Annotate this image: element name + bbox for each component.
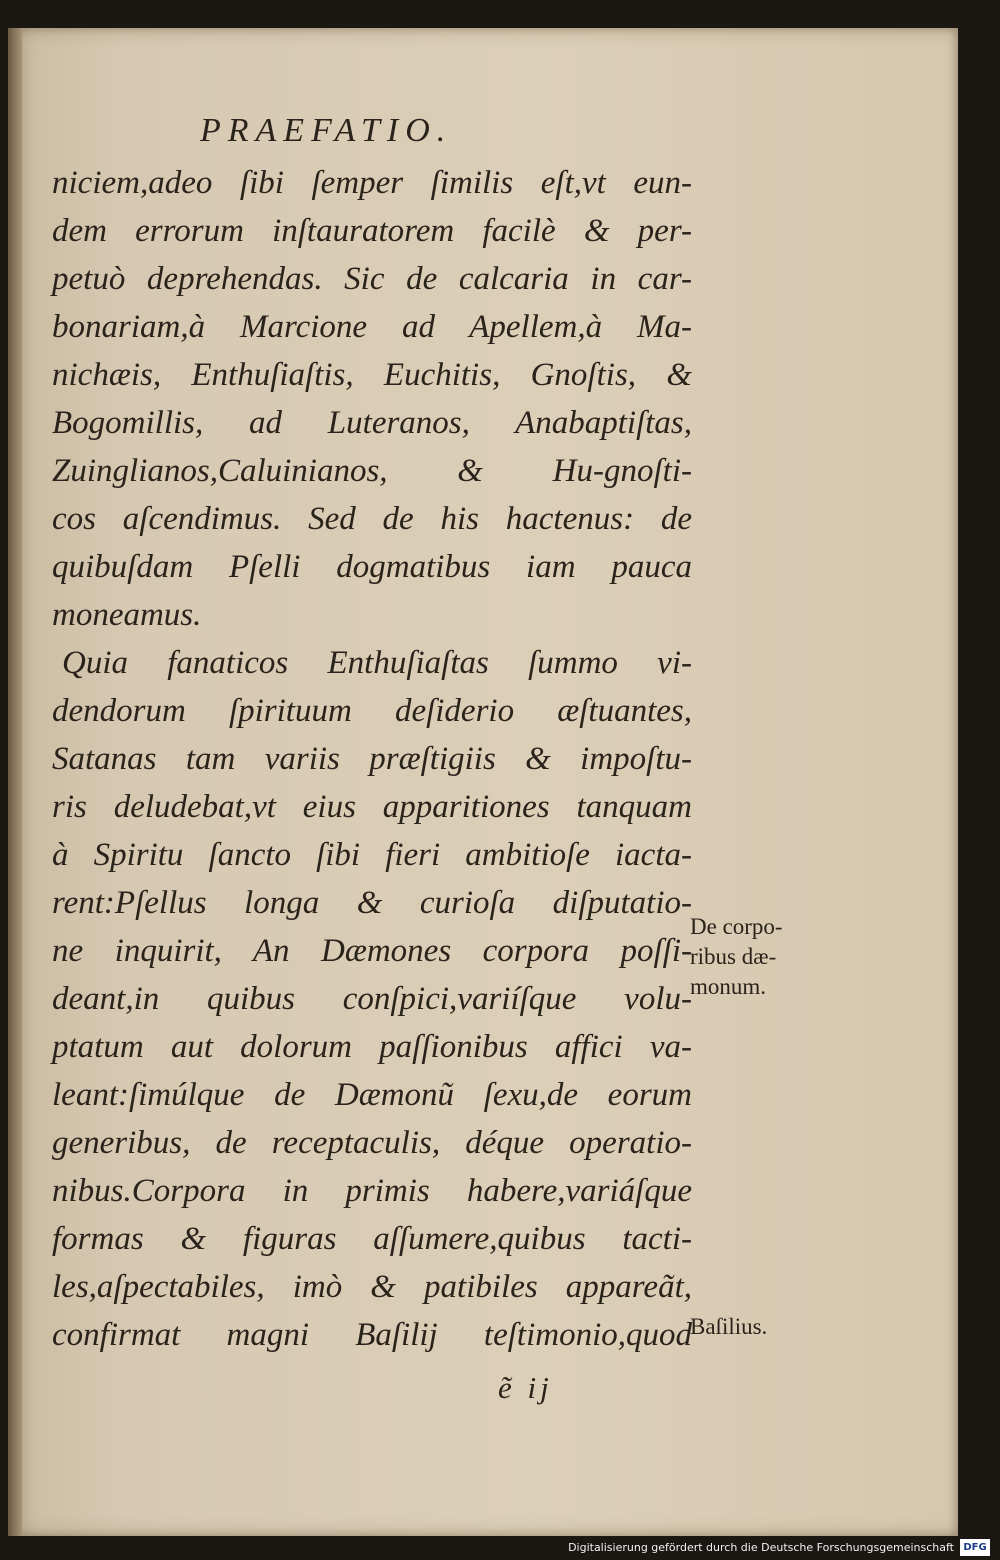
text-line: les,aſpectabiles, imò & patibiles appareãt, [52,1269,692,1305]
text-line: ris deludebat,vt eius apparitiones tanquam [52,789,692,825]
marginal-note-corporibus: De corpo- ribus dæ- monum. [690,914,783,999]
text-line: rent:Pſellus longa & curioſa diſputatio- [52,885,692,921]
text-line: leant:ſimúlque de Dæmonũ ſexu,de eorum [52,1077,692,1113]
text-line: à Spiritu ſancto ſibi fieri ambitioſe iacta- [52,837,692,873]
footer-credit: Digitalisierung gefördert durch die Deutsche Forschungsgemeinschaft [568,1541,954,1554]
dfg-logo: DFG [960,1539,990,1556]
text-line: ne inquirit, An Dæmones corpora poſſi- [52,933,692,969]
text-line: formas & figuras aſſumere,quibus tacti- [52,1221,692,1257]
text-line: dendorum ſpirituum deſiderio æſtuantes, [52,693,692,729]
text-line: deant,in quibus conſpici,variíſque volu- [52,981,692,1017]
text-line: niciem,adeo ſibi ſemper ſimilis eſt,vt eun- [52,165,692,201]
signature-mark: ẽ ij [498,1370,553,1405]
text-line: petuò deprehendas. Sic de calcaria in car- [52,261,692,297]
text-line: nichæis, Enthuſiaſtis, Euchitis, Gnoſtis, & [52,357,692,393]
text-line: quibuſdam Pſelli dogmatibus iam pauca [52,549,692,585]
text-line: dem errorum inſtauratorem facilè & per- [52,213,692,249]
text-line: Bogomillis, ad Luteranos, Anabaptiſtas, [52,405,692,441]
text-line: bonariam,à Marcione ad Apellem,à Ma- [52,309,692,345]
text-line: generibus, de receptaculis, déque operatio- [52,1125,692,1161]
marginal-note-basilius: Baſilius. [690,1314,768,1339]
text-line: cos aſcendimus. Sed de his hactenus: de [52,501,692,537]
text-line: Satanas tam variis præſtigiis & impoſtu- [52,741,692,777]
page-binding-edge [8,28,22,1536]
text-line: ptatum aut dolorum paſſionibus affici va- [52,1029,692,1065]
text-line: Quia fanaticos Enthuſiaſtas ſummo vi- [62,645,692,681]
text-line: confirmat magni Baſilij teſtimonio,quod [52,1317,692,1353]
text-line: moneamus. [52,597,202,633]
text-line: Zuinglianos,Caluinianos, & Hu-gnoſti- [52,453,692,489]
page-header: PRAEFATIO. [200,112,453,149]
text-line: nibus.Corpora in primis habere,variáſque [52,1173,692,1209]
